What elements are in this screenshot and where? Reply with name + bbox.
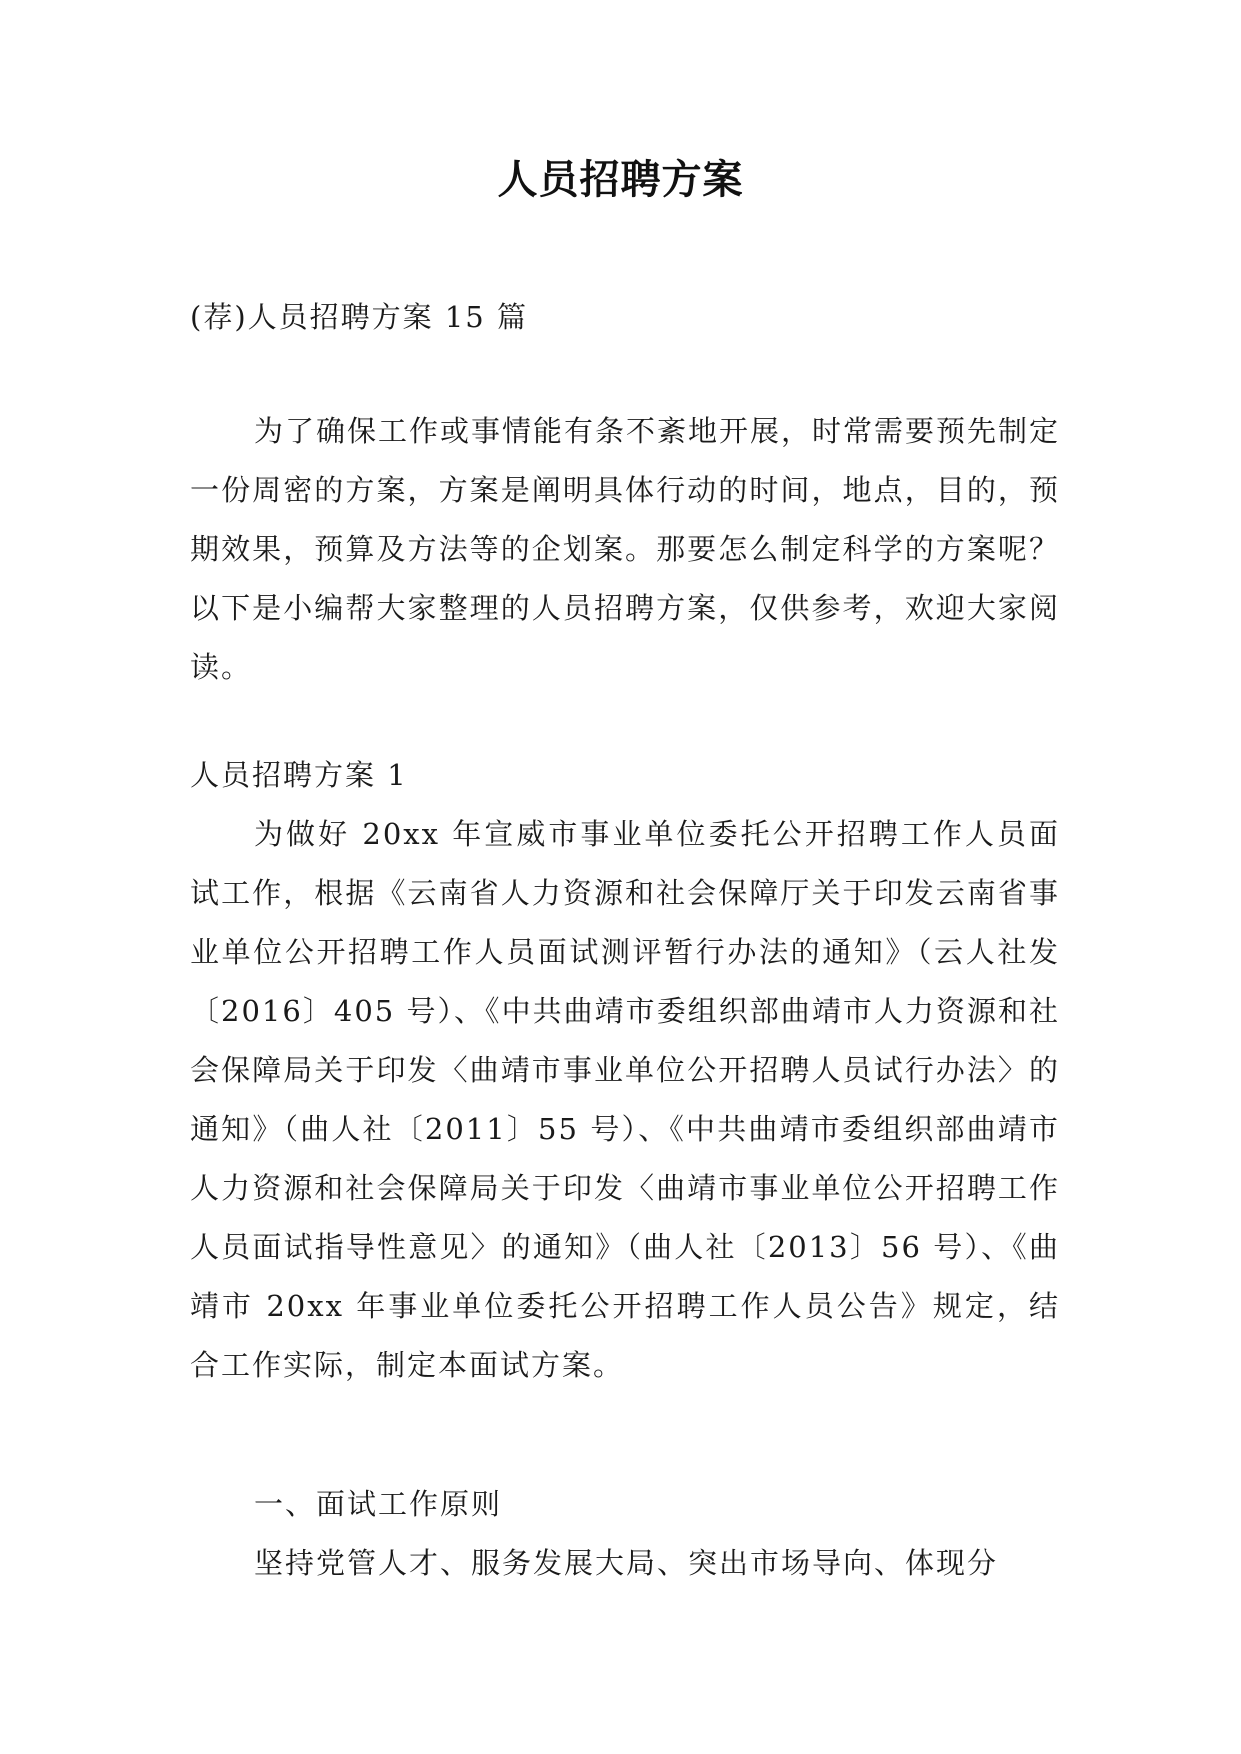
document-subtitle: (荐)人员招聘方案 15 篇 bbox=[190, 300, 528, 334]
point-text: 坚持党管人才、服务发展大局、突出市场导向、体现分 bbox=[254, 1546, 999, 1580]
section-heading: 人员招聘方案 1 bbox=[190, 758, 408, 792]
document-title: 人员招聘方案 bbox=[497, 157, 744, 203]
intro-paragraph: 为了确保工作或事情能有条不紊地开展，时常需要预先制定一份周密的方案，方案是阐明具体行动的时间，地点，目的，预期效果，预算及方法等的企划案。那要怎么制定科学的方案呢？以下是小编帮大家整理的人员招聘方案，仅供参考，欢迎大家阅读。 bbox=[190, 414, 1061, 684]
body-paragraph: 为做好 20xx 年宣威市事业单位委托公开招聘工作人员面试工作，根据《云南省人力资源和社会保障厅关于印发云南省事业单位公开招聘工作人员面试测评暂行办法的通知》（云人社发〔2016〕405 号）、《中共曲靖市委组织部曲靖市人力资源和社会保障局关于印发〈曲靖市事业单位公开招聘人员试行办法〉的通知》（曲人社〔2011〕55 号）、《中共曲靖市委组织部曲靖市人力资源和社会保障局关于印发〈曲靖市事业单位公开招聘工作人员面试指导性意见〉的通知》（曲人社〔2013〕56 号）、《曲靖市 20xx 年事业单位委托公开招聘工作人员公告》规定，结合工作实际，制定本面试方案。 bbox=[190, 817, 1060, 1382]
point-heading: 一、面试工作原则 bbox=[254, 1487, 503, 1521]
